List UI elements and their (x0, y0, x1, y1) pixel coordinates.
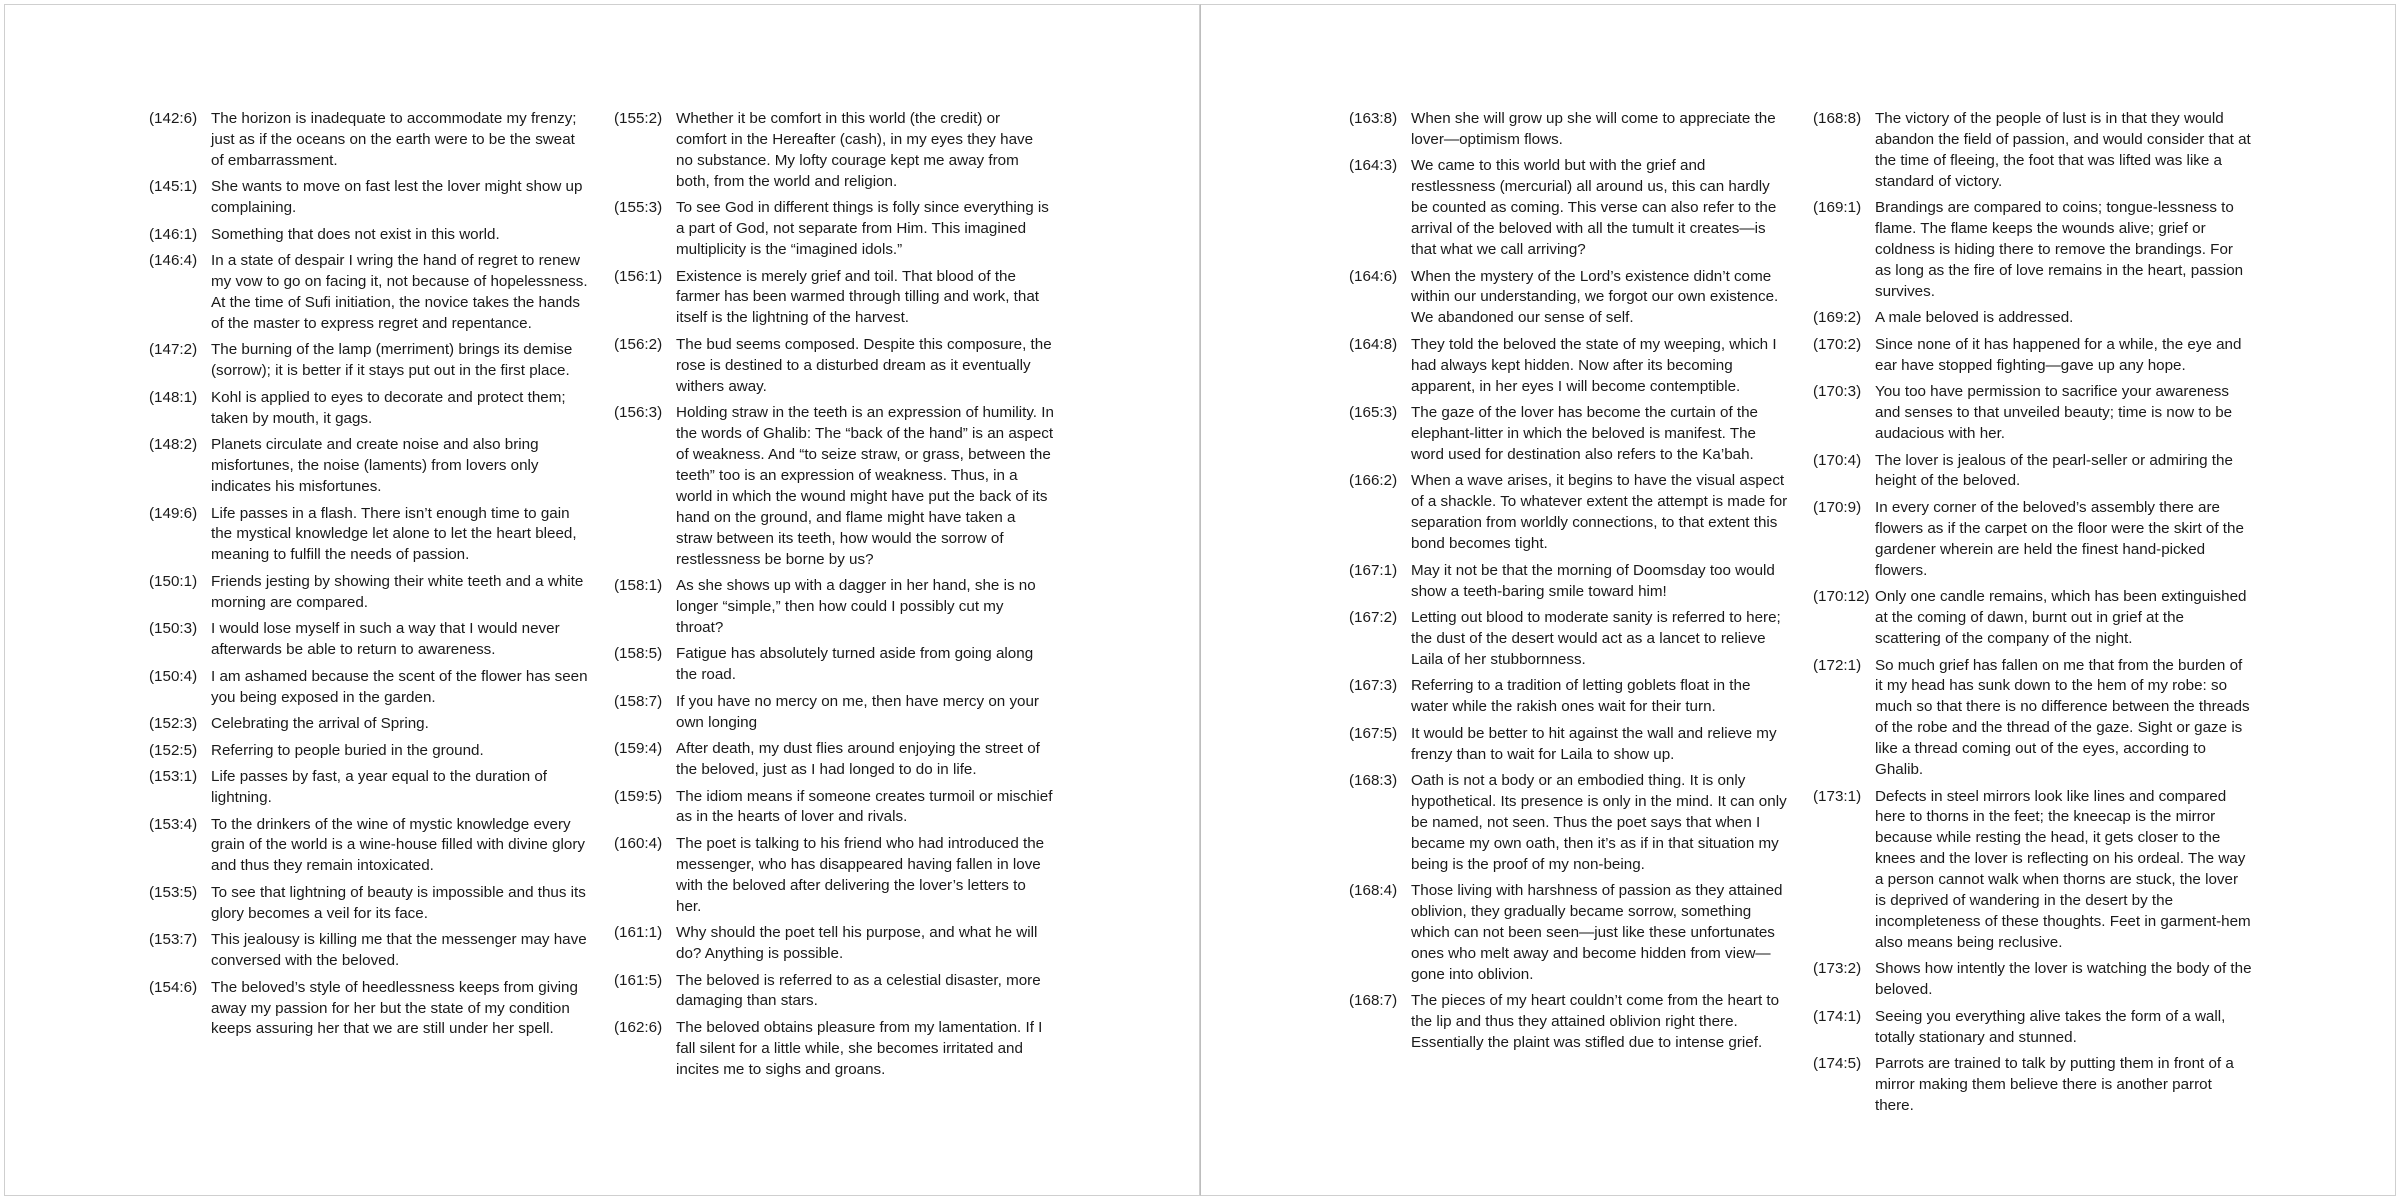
note-entry (149, 251, 589, 335)
note-entry (1813, 656, 2253, 781)
note-reference: (166:2) (1349, 472, 1398, 490)
note-reference: (164:8) (1349, 335, 1398, 353)
note-reference: (159:4) (614, 740, 663, 758)
note-entry (149, 883, 589, 925)
note-entry (614, 923, 1054, 965)
note-text: Fatigue has absolutely turned aside from going along the road. (676, 645, 1034, 684)
note-reference: (168:3) (1349, 772, 1398, 790)
note-text: Oath is not a body or an embodied thing. It is only hypothetical. Its presence is only in the mind. It can only be named, not seen. Thus the poet says that when I became my own oath, then it’s as if in that situation my being is the proof of my non-being. (1411, 772, 1787, 873)
right-page-column-1 (1349, 109, 1789, 1060)
note-text: In every corner of the beloved’s assembly there are flowers as if the carpet on the floor were the skirt of the gardener wherein are held the finest hand-picked flowers. (1875, 498, 2244, 579)
note-text: Referring to people buried in the ground. (211, 741, 484, 759)
note-text: A male beloved is addressed. (1875, 309, 2074, 327)
note-entry (149, 177, 589, 219)
note-reference: (170:2) (1813, 335, 1862, 353)
note-text: If you have no mercy on me, then have mercy on your own longing (676, 692, 1039, 731)
note-entry (149, 930, 589, 972)
note-text: We came to this world but with the grief and restlessness (mercurial) all around us, this can hardly be counted as coming. This verse can also refer to the arrival of the beloved with all the tumult it creates—is that what we call arriving? (1411, 157, 1777, 259)
note-reference: (153:5) (149, 883, 198, 901)
note-reference: (145:1) (149, 178, 198, 196)
note-entry (614, 739, 1054, 781)
note-entry (614, 692, 1054, 734)
note-entry (149, 714, 589, 735)
note-text: The idiom means if someone creates turmoil or mischief as in the hearts of lover and rivals. (676, 787, 1053, 826)
note-text: Life passes in a flash. There isn’t enough time to gain the mystical knowledge let alone to let the heart bleed, meaning to fulfill the needs of passion. (211, 504, 577, 564)
note-entry (1349, 991, 1789, 1054)
note-entry (1349, 471, 1789, 555)
note-entry (614, 403, 1054, 570)
note-reference: (150:3) (149, 620, 198, 638)
note-reference: (170:9) (1813, 498, 1862, 516)
note-reference: (173:1) (1813, 787, 1862, 805)
note-text: The pieces of my heart couldn’t come from the heart to the lip and thus they attained oblivion right there. Essentially the plaint was stifled due to intense grief. (1411, 992, 1780, 1052)
note-reference: (173:2) (1813, 960, 1862, 978)
note-reference: (167:3) (1349, 677, 1398, 695)
note-entry (149, 619, 589, 661)
note-text: Brandings are compared to coins; tongue-lessness to flame. The flame keeps the wounds alive; grief or coldness is hiding there to remove the brandings. For as long as the fire of love remains in the heart, passion survives. (1875, 199, 2244, 300)
note-reference: (149:6) (149, 504, 198, 522)
note-text: The poet is talking to his friend who had introduced the messenger, who has disappeared having fallen in love with the beloved after delivering the lover’s letters to her. (676, 834, 1045, 915)
note-entry (614, 198, 1054, 261)
note-reference: (167:2) (1349, 609, 1398, 627)
note-text: In a state of despair I wring the hand of regret to renew my vow to go on facing it, not because of hopelessness. At the time of Sufi initiation, the novice takes the hands of the master to express regret and repentance. (211, 252, 588, 332)
note-reference: (156:1) (614, 267, 663, 285)
note-text: They told the beloved the state of my weeping, which I had always kept hidden. Now after its becoming apparent, in her eyes I will become contemptible. (1411, 335, 1777, 395)
note-text: When she will grow up she will come to appreciate the lover—optimism flows. (1411, 110, 1776, 148)
note-reference: (163:8) (1349, 110, 1398, 127)
note-entry (614, 576, 1054, 639)
note-reference: (158:7) (614, 692, 663, 710)
note-text: Kohl is applied to eyes to decorate and protect them; taken by mouth, it gags. (211, 388, 566, 427)
note-reference: (142:6) (149, 110, 198, 127)
note-reference: (172:1) (1813, 656, 1862, 674)
note-text: I am ashamed because the scent of the flower has seen you being exposed in the garden. (211, 667, 588, 706)
note-text: This jealousy is killing me that the messenger may have conversed with the beloved. (211, 931, 587, 970)
note-text: To see God in different things is folly since everything is a part of God, not separate from Him. This imagined multiplicity is the “imagined idols.” (676, 199, 1049, 259)
note-text: So much grief has fallen on me that from the burden of it my head has sunk down to the hem of my robe: so much so that there is no difference between the threads of the robe and the thread of the gaze. Sight or gaze is like a thread coming out of the eyes, according to Ghalib. (1875, 656, 2250, 779)
note-reference: (158:5) (614, 645, 663, 663)
note-text: Life passes by fast, a year equal to the duration of lightning. (211, 768, 548, 806)
note-text: Those living with harshness of passion as they attained oblivion, they gradually became sorrow, something which can not been seen—just like these unfortunates ones who melt away and become hidden from view—gone into oblivion. (1411, 882, 1783, 983)
note-reference: (156:3) (614, 404, 663, 422)
note-reference: (161:5) (614, 971, 663, 989)
note-reference: (146:1) (149, 225, 198, 243)
note-entry (1813, 451, 2253, 493)
note-reference: (150:4) (149, 667, 198, 685)
left-page (4, 4, 1200, 1196)
note-entry (1813, 109, 2253, 193)
note-entry (614, 834, 1054, 918)
note-reference: (168:7) (1349, 992, 1398, 1010)
note-entry (614, 109, 1054, 193)
note-reference: (156:2) (614, 335, 663, 353)
note-text: The gaze of the lover has become the curtain of the elephant-litter in which the beloved is manifest. The word used for destination also refers to the Ka’bah. (1411, 404, 1758, 463)
note-entry (1813, 335, 2253, 377)
note-entry (1349, 771, 1789, 876)
note-reference: (148:1) (149, 388, 198, 406)
note-text: After death, my dust flies around enjoying the street of the beloved, just as I had longed to do in life. (676, 740, 1040, 779)
note-entry (1813, 587, 2253, 650)
note-reference: (164:3) (1349, 157, 1398, 175)
note-entry (1813, 959, 2253, 1001)
note-entry (1349, 608, 1789, 671)
note-text: The beloved is referred to as a celestial disaster, more damaging than stars. (676, 971, 1041, 1010)
note-entry (1349, 267, 1789, 330)
note-entry (614, 971, 1054, 1013)
note-reference: (174:1) (1813, 1007, 1862, 1025)
note-reference: (146:4) (149, 252, 198, 270)
note-text: The beloved obtains pleasure from my lamentation. If I fall silent for a little while, she becomes irritated and incites me to sighs and groans. (676, 1018, 1043, 1078)
left-page-column-2 (614, 109, 1054, 1086)
note-reference: (152:5) (149, 741, 198, 759)
note-entry (1813, 787, 2253, 954)
note-entry (149, 572, 589, 614)
note-text: I would lose myself in such a way that I would never afterwards be able to return to awareness. (211, 620, 560, 659)
note-reference: (170:3) (1813, 383, 1862, 401)
note-text: When a wave arises, it begins to have the visual aspect of a shackle. To whatever extent the attempt is made for separation from worldly connections, to that extent this bond becomes tight. (1411, 472, 1788, 553)
note-entry (1349, 109, 1789, 151)
note-entry (1349, 561, 1789, 603)
note-reference: (152:3) (149, 715, 198, 733)
note-text: Parrots are trained to talk by putting them in front of a mirror making them believe there is another parrot there. (1875, 1055, 2234, 1114)
note-text: May it not be that the morning of Doomsday too would show a teeth-baring smile toward him! (1411, 561, 1775, 600)
note-reference: (153:7) (149, 931, 198, 949)
note-text: Why should the poet tell his purpose, and what he will do? Anything is possible. (676, 924, 1038, 963)
note-entry (1349, 881, 1789, 986)
right-page (1200, 4, 2396, 1196)
note-entry (149, 667, 589, 709)
note-entry (1813, 382, 2253, 445)
note-text: It would be better to hit against the wall and relieve my frenzy than to wait for Laila to show up. (1411, 724, 1777, 763)
note-text: Since none of it has happened for a while, the eye and ear have stopped fighting—gave up any hope. (1875, 335, 2242, 374)
note-entry (1813, 1007, 2253, 1049)
note-reference: (167:5) (1349, 724, 1398, 742)
note-text: Existence is merely grief and toil. That blood of the farmer has been warmed through tilling and work, that itself is the lightning of the harvest. (676, 267, 1040, 327)
note-reference: (161:1) (614, 924, 663, 942)
note-entry (1349, 724, 1789, 766)
note-reference: (160:4) (614, 834, 663, 852)
note-entry (614, 335, 1054, 398)
note-entry (614, 267, 1054, 330)
note-reference: (168:8) (1813, 110, 1862, 127)
note-text: Shows how intently the lover is watching the body of the beloved. (1875, 960, 2252, 999)
note-entry (149, 741, 589, 762)
note-reference: (169:1) (1813, 199, 1862, 217)
note-reference: (150:1) (149, 572, 198, 590)
note-reference: (147:2) (149, 341, 198, 359)
note-text: To the drinkers of the wine of mystic knowledge every grain of the world is a wine-house filled with divine glory and thus they remain intoxicated. (211, 815, 585, 875)
note-reference: (165:3) (1349, 404, 1398, 422)
note-text: Seeing you everything alive takes the form of a wall, totally stationary and stunned. (1875, 1007, 2226, 1046)
note-entry (1813, 198, 2253, 303)
note-entry (149, 225, 589, 246)
note-text: Defects in steel mirrors look like lines and compared here to thorns in the feet; the kneecap is the mirror because while resting the head, it gets closer to the knees and the lover is reflecting on his ordeal. The way a person cannot walk when thorns are stuck, the lover is deprived of wandering in the desert by the incompleteness of these thoughts. Feet in garment-hem also means being reclusive. (1875, 787, 2251, 951)
note-reference: (170:4) (1813, 451, 1862, 469)
note-text: Referring to a tradition of letting goblets float in the water while the rakish ones wait for their turn. (1411, 677, 1751, 716)
note-reference: (164:6) (1349, 267, 1398, 285)
note-entry (149, 767, 589, 809)
note-text: The burning of the lamp (merriment) brings its demise (sorrow); it is better if it stays put out in the first place. (211, 341, 573, 380)
note-entry (1813, 498, 2253, 582)
note-entry (1349, 676, 1789, 718)
note-text: You too have permission to sacrifice your awareness and senses to that unveiled beauty; time is now to be audacious with her. (1875, 383, 2233, 443)
note-text: The victory of the people of lust is in that they would abandon the field of passion, and would consider that at the time of fleeing, the foot that was lifted was like a standard of victory. (1875, 110, 2251, 190)
right-page-column-2 (1813, 109, 2253, 1123)
note-reference: (167:1) (1349, 561, 1398, 579)
note-reference: (159:5) (614, 787, 663, 805)
note-reference: (153:4) (149, 815, 198, 833)
note-reference: (155:2) (614, 110, 663, 127)
note-text: Only one candle remains, which has been extinguished at the coming of dawn, burnt out in grief at the scattering of the company of the night. (1875, 588, 2247, 647)
note-text: Something that does not exist in this world. (211, 225, 500, 243)
note-text: To see that lightning of beauty is impossible and thus its glory becomes a veil for its face. (211, 883, 586, 922)
left-page-column-1 (149, 109, 589, 1046)
note-entry (149, 388, 589, 430)
note-text: She wants to move on fast lest the lover might show up complaining. (211, 178, 583, 217)
note-text: Planets circulate and create noise and also bring misfortunes, the noise (laments) from lovers only indicates his misfortunes. (211, 436, 539, 496)
note-entry (1349, 403, 1789, 466)
note-reference: (170:12) (1813, 588, 1870, 606)
note-reference: (174:5) (1813, 1055, 1862, 1073)
note-text: When the mystery of the Lord’s existence didn’t come within our understanding, we forgot our own existence. We abandoned our sense of self. (1411, 267, 1779, 327)
note-entry (1813, 308, 2253, 329)
note-entry (614, 644, 1054, 686)
note-entry (149, 978, 589, 1041)
note-text: Holding straw in the teeth is an expression of humility. In the words of Ghalib: The “back of the hand” is an aspect of weakness. And “to seize straw, or grass, between the teeth” too is an expression of weakness. Thus, in a world in which the wound might have put the back of its hand on the ground, and flame might have taken a straw between its teeth, how would the sorrow of restlessness be borne by us? (676, 404, 1054, 568)
note-text: Friends jesting by showing their white teeth and a white morning are compared. (211, 572, 584, 611)
note-entry (614, 787, 1054, 829)
note-text: The horizon is inadequate to accommodate my frenzy; just as if the oceans on the earth were to be the sweat of embarrassment. (211, 110, 577, 169)
note-text: As she shows up with a dagger in her hand, she is no longer “simple,” then how could I possibly cut my throat? (676, 577, 1036, 636)
note-text: Celebrating the arrival of Spring. (211, 715, 429, 733)
note-reference: (158:1) (614, 577, 663, 594)
note-entry (149, 109, 589, 172)
note-entry (614, 1018, 1054, 1081)
note-entry (1813, 1054, 2253, 1117)
note-entry (1349, 156, 1789, 261)
note-text: Letting out blood to moderate sanity is referred to here; the dust of the desert would act as a lancet to relieve Laila of her stubbornness. (1411, 609, 1781, 668)
note-reference: (168:4) (1349, 882, 1398, 900)
note-text: Whether it be comfort in this world (the credit) or comfort in the Hereafter (cash), in my eyes they have no substance. My lofty courage kept me away from both, from the world and religion. (676, 110, 1034, 190)
note-entry (149, 340, 589, 382)
note-text: The bud seems composed. Despite this composure, the rose is destined to a disturbed dream as it eventually withers away. (676, 335, 1052, 395)
note-entry (149, 815, 589, 878)
note-reference: (162:6) (614, 1018, 663, 1036)
note-entry (149, 435, 589, 498)
note-reference: (153:1) (149, 768, 198, 786)
note-text: The lover is jealous of the pearl-seller or admiring the height of the beloved. (1875, 451, 2233, 490)
note-text: The beloved’s style of heedlessness keeps from giving away my passion for her but the state of my condition keeps assuring her that we are still under her spell. (211, 978, 578, 1038)
note-entry (149, 504, 589, 567)
note-entry (1349, 335, 1789, 398)
note-reference: (169:2) (1813, 309, 1862, 327)
note-reference: (155:3) (614, 199, 663, 217)
note-reference: (148:2) (149, 436, 198, 454)
note-reference: (154:6) (149, 978, 198, 996)
